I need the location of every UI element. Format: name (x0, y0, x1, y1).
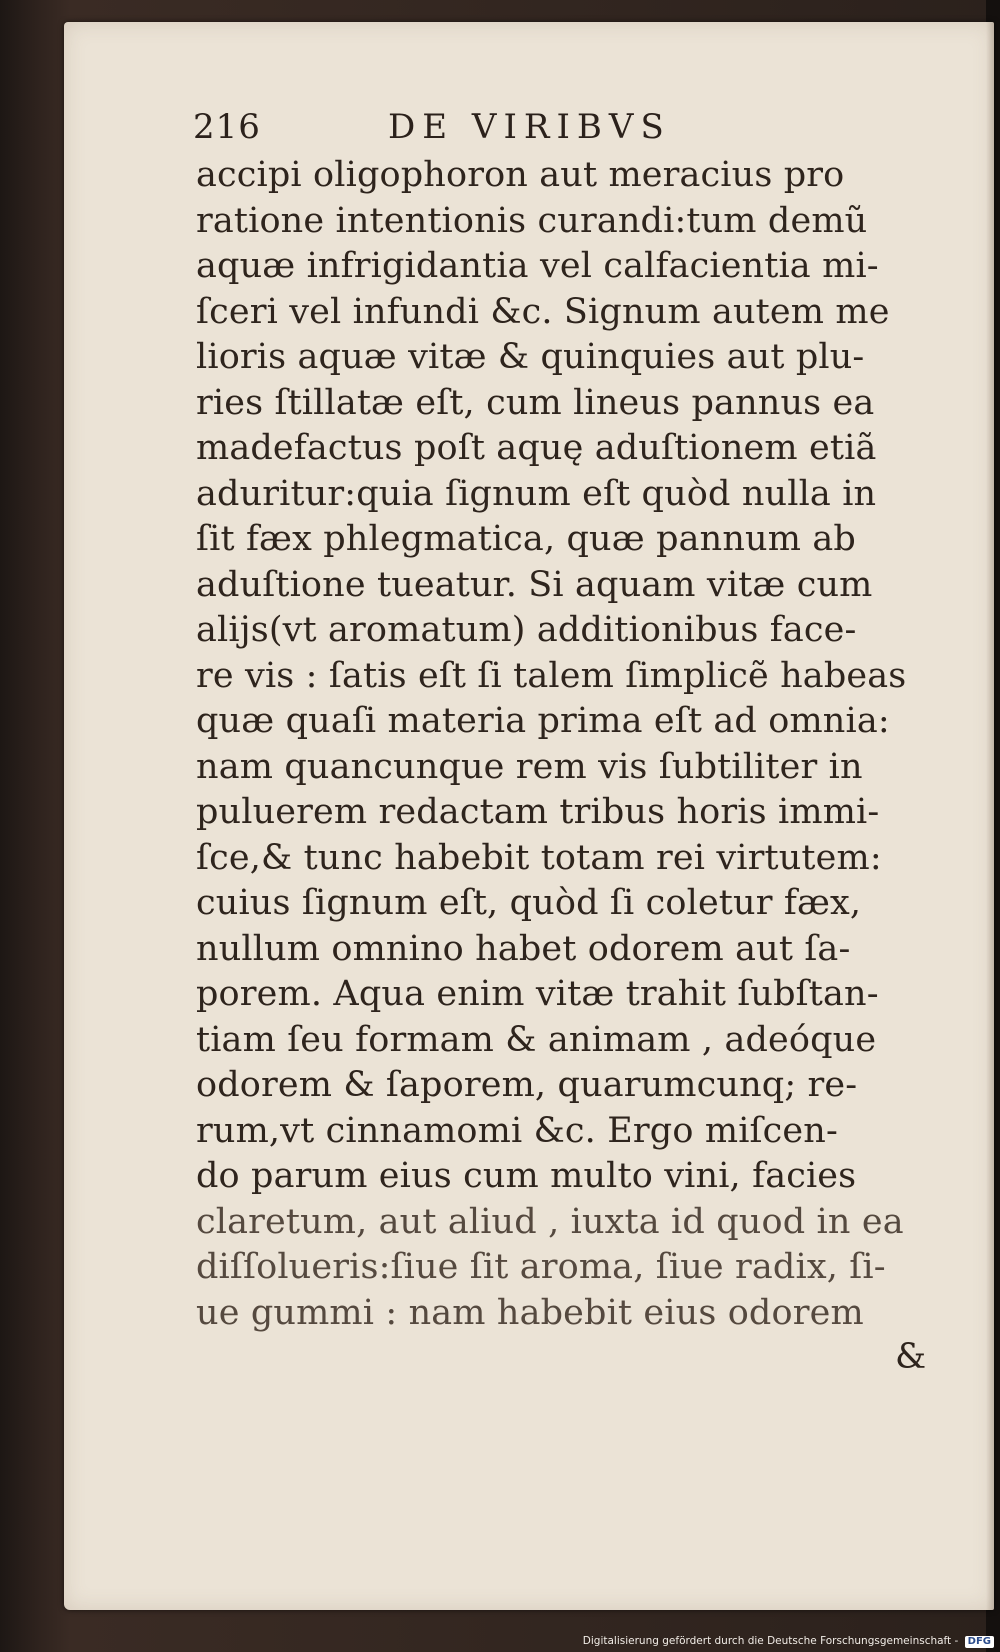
text-line: ries ſtillatæ eſt, cum lineus pannus ea (196, 382, 875, 423)
text-line: nullum omnino habet odorem aut ſa- (196, 928, 851, 969)
text-line: do parum eius cum multo vini, facies (196, 1156, 857, 1196)
text-line: tiam ſeu formam & animam , adeóque (196, 1019, 877, 1060)
page-header (193, 104, 773, 150)
text-line: ſceri vel infundi &c. Signum autem me (196, 291, 890, 332)
text-line: madefactus poſt aquę aduſtionem etiã (196, 428, 877, 468)
text-line: aliјs(vt aromatum) additionibus face- (196, 610, 857, 650)
text-line: aduritur:quia ſignum eſt quòd nulla in (196, 473, 877, 514)
text-line: ue gummi : nam habebit eius odorem (196, 1292, 864, 1333)
text-line: ſce,& tunc habebit totam rei virtutem: (196, 837, 882, 878)
text-line: aquæ infrigidantia vel calfacientia mi- (196, 246, 879, 286)
catchword: & (895, 1337, 927, 1377)
page-edge-shadow (986, 22, 994, 1610)
text-line: rum,vt cinnamomi &c. Ergo miſcen- (196, 1110, 838, 1151)
text-line: ratione intentionis curandi:tum demũ (196, 200, 868, 241)
text-line: diſſolueris:ſiue ſit aroma, ſiue radix, ſi- (196, 1247, 886, 1287)
text-line: cuius ſignum eſt, quòd ſi coletur fæx, (196, 883, 862, 923)
credit-text: Digitalisierung gefördert durch die Deutsche Forschungsgemeinschaft - (582, 1635, 959, 1647)
text-line: porem. Aqua enim vitæ trahit ſubſtan- (196, 974, 879, 1014)
dfg-logo: DFG (965, 1636, 994, 1648)
text-line: accipi oligophoron aut meracius pro (196, 155, 845, 195)
digitization-credit (583, 1635, 994, 1648)
text-line: nam quancunque rem vis ſubtiliter in (196, 746, 863, 787)
text-line: lioris aquæ vitæ & quinquies aut plu- (196, 337, 865, 377)
text-line: puluerem redactam tribus horis immi- (196, 792, 880, 832)
page-number: 216 (193, 107, 261, 147)
text-line: ſit fæx phlegmatica, quæ pannum ab (196, 519, 856, 559)
text-block (196, 153, 907, 1336)
running-title: DE VIRIBVS (388, 107, 671, 147)
text-line: quæ quaſi materia prima eſt ad omnia: (196, 701, 890, 741)
text-line: re vis : ſatis eſt ſi talem ſimplicẽ habeas (196, 655, 907, 696)
text-line: aduſtione tueatur. Si aquam vitæ cum (196, 564, 873, 605)
text-line: odorem & ſaporem, quarumcunq; re- (196, 1065, 858, 1105)
text-line: claretum, aut aliud , iuxta id quod in ea (196, 1201, 904, 1242)
